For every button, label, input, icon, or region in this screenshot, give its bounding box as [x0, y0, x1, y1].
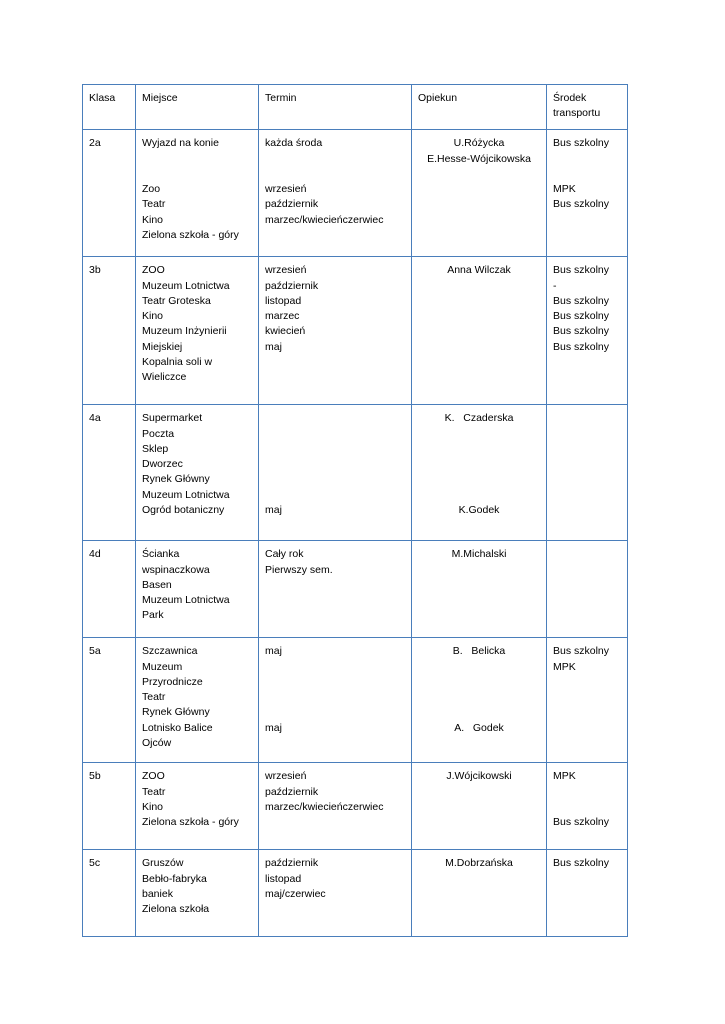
cell-line: Kino — [142, 800, 164, 813]
cell-klasa: 2a — [83, 130, 136, 257]
cell-klasa: 4a — [83, 405, 136, 541]
cell-line: Bus szkolny — [553, 325, 610, 338]
cell-miejsce-lines — [142, 769, 252, 830]
schedule-table — [82, 84, 628, 937]
table-row — [83, 850, 628, 937]
column-header-opiekun: Opiekun — [412, 85, 547, 130]
cell-miejsce-lines — [142, 856, 252, 917]
cell-line: maj/czerwiec — [265, 887, 326, 900]
cell-srodek-transportu-lines — [553, 263, 621, 354]
cell-line: październik — [265, 198, 319, 211]
table-row — [83, 405, 628, 541]
cell-line: listopad — [265, 872, 302, 885]
cell-klasa: 4d — [83, 541, 136, 638]
cell-line: Park — [142, 609, 164, 622]
column-header-termin: Termin — [259, 85, 412, 130]
cell-line: każda środa — [265, 137, 323, 150]
cell-line: Bus szkolny — [553, 857, 610, 870]
table-body — [83, 130, 628, 937]
column-header-klasa: Klasa — [83, 85, 136, 130]
cell-line: Muzeum Lotnictwa — [142, 594, 230, 607]
cell-line: Muzeum Inżynierii — [142, 325, 227, 338]
cell-srodek-transportu-lines — [553, 136, 621, 212]
cell-line: październik — [265, 785, 319, 798]
table-row — [83, 763, 628, 850]
cell-srodek-transportu — [547, 257, 628, 405]
cell-miejsce — [136, 405, 259, 541]
cell-line: Anna Wilczak — [447, 264, 511, 277]
cell-line: Przyrodnicze — [142, 675, 203, 688]
cell-termin-lines — [265, 411, 405, 518]
cell-line: M.Michalski — [451, 548, 507, 561]
cell-line: kwiecień — [265, 325, 306, 338]
cell-srodek-transportu — [547, 405, 628, 541]
cell-line: Wieliczce — [142, 370, 187, 383]
cell-klasa: 5a — [83, 638, 136, 763]
cell-line: maj — [265, 503, 282, 516]
cell-line: maj — [265, 645, 282, 658]
cell-line: MPK — [553, 660, 576, 673]
cell-line: Rynek Główny — [142, 706, 210, 719]
cell-line: marzec/kwiecieńczerwiec — [265, 213, 384, 226]
cell-line: A. Godek — [454, 721, 504, 734]
cell-opiekun — [412, 850, 547, 937]
cell-line: Muzeum Lotnictwa — [142, 279, 230, 292]
cell-termin-lines — [265, 547, 405, 577]
cell-line: Kino — [142, 213, 164, 226]
cell-line: Zielona szkoła - góry — [142, 228, 239, 241]
cell-line: K.Godek — [458, 503, 500, 516]
cell-srodek-transportu — [547, 541, 628, 638]
cell-line: MPK — [553, 770, 576, 783]
cell-termin-lines — [265, 769, 405, 815]
cell-line: Basen — [142, 578, 172, 591]
cell-line: wspinaczkowa — [142, 563, 210, 576]
cell-miejsce-lines — [142, 644, 252, 751]
table-row — [83, 638, 628, 763]
cell-line: październik — [265, 279, 319, 292]
cell-line: listopad — [265, 294, 302, 307]
cell-line: Lotnisko Balice — [142, 721, 213, 734]
cell-line: Wyjazd na konie — [142, 137, 219, 150]
cell-termin-lines — [265, 136, 405, 227]
cell-line: wrzesień — [265, 183, 307, 196]
cell-miejsce-lines — [142, 136, 252, 243]
cell-termin-lines — [265, 263, 405, 354]
cell-line: marzec/kwiecieńczerwiec — [265, 800, 384, 813]
cell-miejsce — [136, 638, 259, 763]
cell-srodek-transportu — [547, 850, 628, 937]
cell-line: maj — [265, 340, 282, 353]
cell-termin — [259, 638, 412, 763]
cell-opiekun-lines — [418, 263, 540, 278]
cell-line: Bus szkolny — [553, 310, 610, 323]
cell-line: wrzesień — [265, 770, 307, 783]
cell-line: Zielona szkoła — [142, 903, 210, 916]
cell-line: Teatr Groteska — [142, 294, 211, 307]
cell-srodek-transportu — [547, 130, 628, 257]
cell-line: Bus szkolny — [553, 294, 610, 307]
cell-line: Bus szkolny — [553, 137, 610, 150]
cell-line: Ojców — [142, 736, 172, 749]
cell-termin — [259, 850, 412, 937]
cell-termin — [259, 763, 412, 850]
cell-line: Szczawnica — [142, 645, 198, 658]
cell-line: Pierwszy sem. — [265, 563, 333, 576]
cell-miejsce — [136, 541, 259, 638]
cell-opiekun-lines — [418, 856, 540, 871]
cell-line: M.Dobrzańska — [445, 857, 513, 870]
cell-line: Gruszów — [142, 857, 184, 870]
cell-line: K. Czaderska — [444, 412, 514, 425]
cell-miejsce — [136, 850, 259, 937]
cell-klasa: 5c — [83, 850, 136, 937]
cell-line: Ogród botaniczny — [142, 503, 225, 516]
table-row — [83, 541, 628, 638]
cell-miejsce-lines — [142, 547, 252, 623]
cell-srodek-transportu-lines — [553, 856, 621, 871]
cell-line: Muzeum Lotnictwa — [142, 488, 230, 501]
cell-klasa: 5b — [83, 763, 136, 850]
cell-klasa: 3b — [83, 257, 136, 405]
cell-line: Cały rok — [265, 548, 304, 561]
cell-termin — [259, 541, 412, 638]
cell-line: Miejskiej — [142, 340, 183, 353]
cell-line: Bus szkolny — [553, 816, 610, 829]
cell-line: - — [553, 279, 557, 292]
cell-opiekun — [412, 130, 547, 257]
cell-termin-lines — [265, 856, 405, 902]
cell-line: październik — [265, 857, 319, 870]
cell-line: Ścianka — [142, 548, 180, 561]
cell-line: ZOO — [142, 264, 165, 277]
cell-line: Bus szkolny — [553, 645, 610, 658]
cell-line: E.Hesse-Wójcikowska — [427, 152, 531, 165]
cell-opiekun-lines — [418, 547, 540, 562]
cell-line: wrzesień — [265, 264, 307, 277]
cell-opiekun — [412, 541, 547, 638]
cell-line: Muzeum — [142, 660, 183, 673]
cell-line: J.Wójcikowski — [446, 770, 512, 783]
cell-line: Bus szkolny — [553, 198, 610, 211]
cell-miejsce-lines — [142, 411, 252, 518]
cell-line: Zielona szkoła - góry — [142, 816, 239, 829]
cell-line: Rynek Główny — [142, 473, 210, 486]
cell-opiekun-lines — [418, 411, 540, 518]
cell-line: Kino — [142, 310, 164, 323]
cell-srodek-transportu — [547, 638, 628, 763]
cell-line: Poczta — [142, 427, 175, 440]
cell-line: Zoo — [142, 183, 161, 196]
cell-miejsce — [136, 257, 259, 405]
cell-opiekun-lines — [418, 136, 540, 166]
cell-opiekun — [412, 257, 547, 405]
cell-opiekun — [412, 638, 547, 763]
cell-srodek-transportu-lines — [553, 769, 621, 830]
cell-opiekun — [412, 763, 547, 850]
cell-termin — [259, 130, 412, 257]
cell-line: Bus szkolny — [553, 264, 610, 277]
cell-line: marzec — [265, 310, 300, 323]
cell-line: Kopalnia soli w — [142, 355, 213, 368]
cell-line: Teatr — [142, 691, 166, 704]
cell-line: MPK — [553, 183, 576, 196]
column-header-miejsce: Miejsce — [136, 85, 259, 130]
cell-line: Dworzec — [142, 458, 183, 471]
cell-miejsce-lines — [142, 263, 252, 385]
column-header-srodek-transportu: Środek transportu — [547, 85, 628, 130]
cell-termin — [259, 257, 412, 405]
table-header-row — [83, 85, 628, 130]
cell-line: Teatr — [142, 198, 166, 211]
cell-line: baniek — [142, 887, 173, 900]
cell-line: U.Różycka — [453, 137, 505, 150]
cell-srodek-transportu-lines — [553, 644, 621, 674]
cell-line: Sklep — [142, 442, 169, 455]
cell-opiekun-lines — [418, 769, 540, 784]
cell-opiekun — [412, 405, 547, 541]
cell-line: ZOO — [142, 770, 165, 783]
cell-line: Bebło-fabryka — [142, 872, 207, 885]
cell-miejsce — [136, 130, 259, 257]
cell-termin — [259, 405, 412, 541]
cell-srodek-transportu — [547, 763, 628, 850]
cell-line: Supermarket — [142, 412, 203, 425]
cell-termin-lines — [265, 644, 405, 735]
table-row — [83, 257, 628, 405]
cell-opiekun-lines — [418, 644, 540, 735]
cell-line: Teatr — [142, 785, 166, 798]
table-row — [83, 130, 628, 257]
cell-line: Bus szkolny — [553, 340, 610, 353]
cell-line: B. Belicka — [452, 645, 506, 658]
cell-line: maj — [265, 721, 282, 734]
cell-miejsce — [136, 763, 259, 850]
